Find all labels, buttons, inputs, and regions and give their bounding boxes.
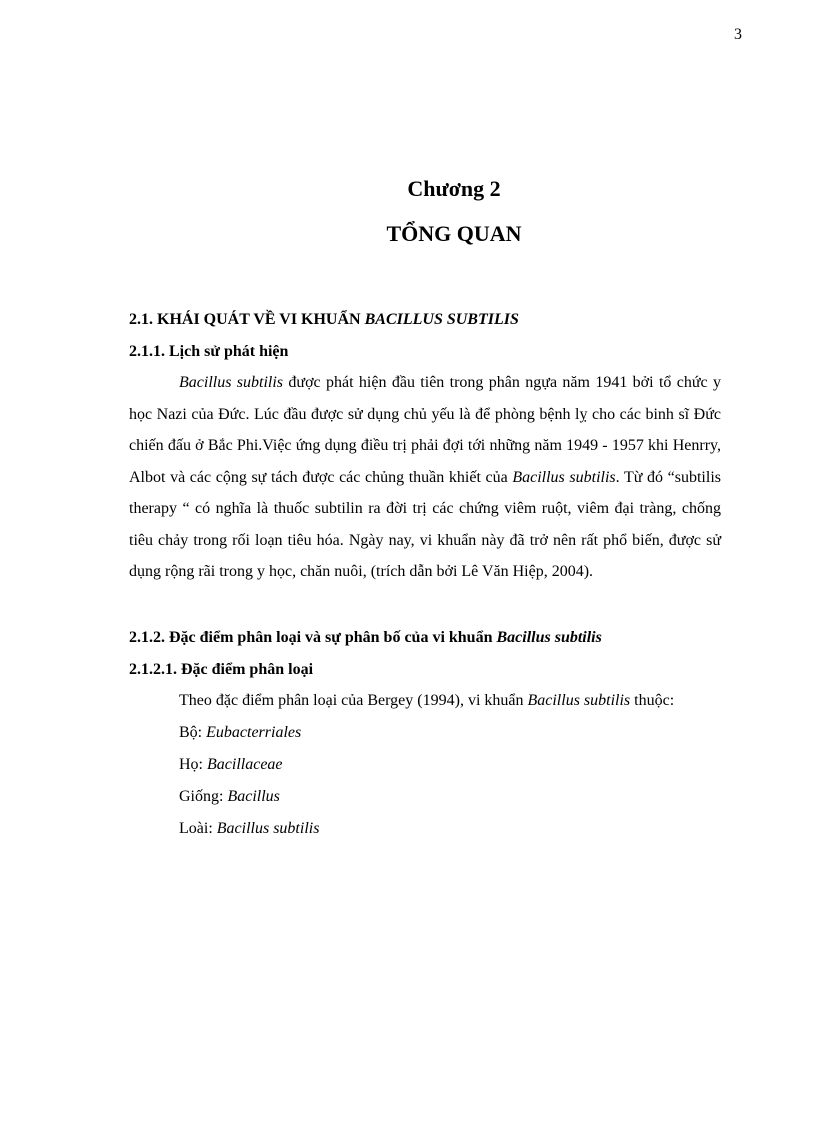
chapter-label: Chương 2 xyxy=(407,176,501,201)
classification-intro xyxy=(179,692,674,710)
classification-genus xyxy=(179,788,280,806)
species-name: Bacillus subtilis xyxy=(527,692,631,709)
section-heading-2-1-2-1: 2.1.2.1. Đặc điểm phân loại xyxy=(129,661,314,678)
history-paragraph xyxy=(129,367,721,588)
species-name: Bacillus subtilis xyxy=(512,468,616,486)
classification-intro-suffix: thuộc: xyxy=(630,692,675,709)
classification-value: Eubacterriales xyxy=(206,724,302,741)
history-text-part1: được phát hiện đầu tiên trong phân ngựa năm 1941 bởi tổ chức y học Nazi của Đức. Lúc đầu được sử dụng chủ yếu là để phòng bệnh lỵ cho các binh sĩ Đức chiến đấu ở Bắc Phi.Việc ứng dụng điều trị phải đợi tới những năm 1949 - 1957 khi Henrry, Albot và các cộng sự tách được các chủng thuần khiết của xyxy=(129,374,722,486)
history-text-part2: . Từ đó “subtilis therapy “ có nghĩa là thuốc subtilin ra đời trị các chứng viêm ruột, viêm đại tràng, chống tiêu chảy trong rối loạn tiêu hóa. Ngày nay, vi khuẩn này đã trở nên rất phổ biến, được sử dụng rộng rãi trong y học, chăn nuôi, (trích dẫn bởi Lê Văn Hiệp, 2004). xyxy=(129,468,721,580)
chapter-title: TỔNG QUAN xyxy=(386,221,522,246)
page-number: 3 xyxy=(734,26,742,43)
classification-label: Họ: xyxy=(179,756,207,773)
classification-label: Bộ: xyxy=(179,724,207,741)
classification-value: Bacillaceae xyxy=(207,756,283,773)
classification-intro-text: Theo đặc điểm phân loại của Bergey (1994), vi khuẩn xyxy=(179,692,528,709)
species-name: Bacillus subtilis xyxy=(179,374,284,391)
section-heading-2-1 xyxy=(129,311,519,329)
classification-value: Bacillus subtilis xyxy=(216,820,320,837)
section-heading-2-1-1: 2.1.1. Lịch sử phát hiện xyxy=(129,343,289,360)
section-heading-2-1-2 xyxy=(129,629,602,647)
classification-value: Bacillus xyxy=(227,788,280,805)
classification-order xyxy=(179,724,301,742)
classification-label: Loài: xyxy=(179,820,217,837)
section-heading-2-1-species: BACILLUS SUBTILIS xyxy=(364,311,519,328)
classification-family xyxy=(179,756,283,774)
classification-label: Giống: xyxy=(179,788,228,805)
section-heading-2-1-2-species: Bacillus subtilis xyxy=(496,629,602,646)
section-heading-2-1-text: 2.1. KHÁI QUÁT VỀ VI KHUẨN xyxy=(129,311,365,328)
section-heading-2-1-2-text: 2.1.2. Đặc điểm phân loại và sự phân bố của vi khuẩn xyxy=(129,629,497,646)
classification-species xyxy=(179,820,319,838)
